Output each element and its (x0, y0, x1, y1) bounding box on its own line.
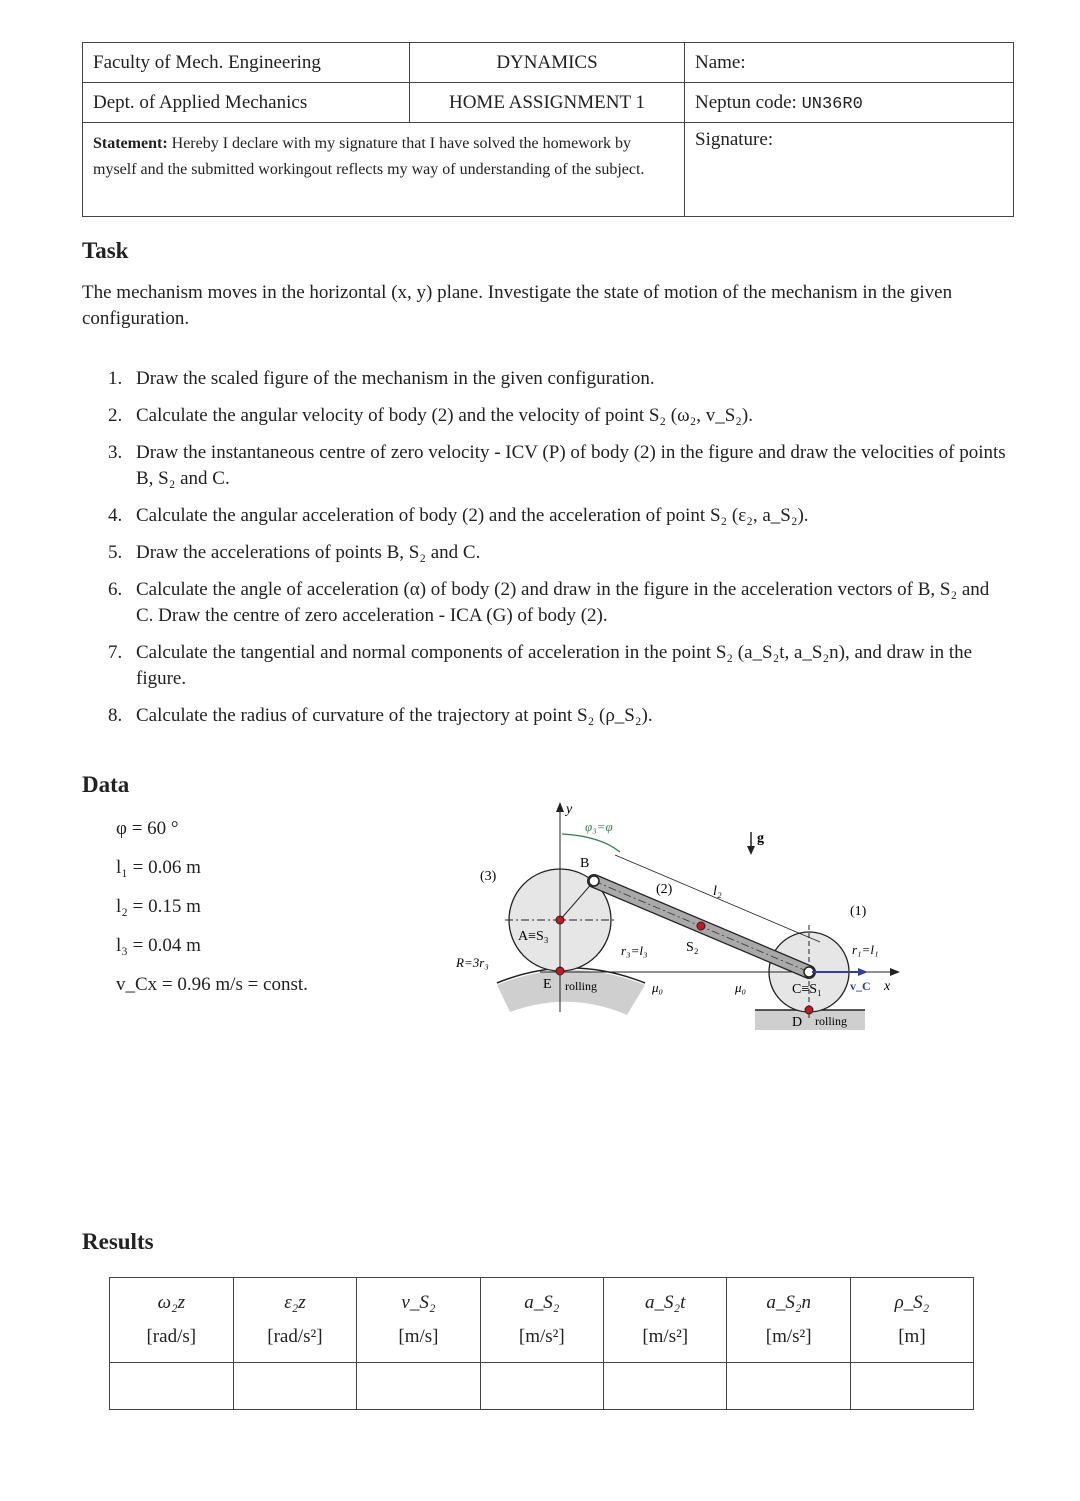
data-heading: Data (82, 772, 130, 797)
unit: [rad/s²] (267, 1326, 323, 1347)
unit: [rad/s] (146, 1326, 197, 1347)
col-header (604, 1278, 727, 1363)
data-l2: l₂ = 0.15 m (116, 896, 201, 917)
header-table (82, 42, 1014, 217)
symbol: ρ_S₂ (894, 1292, 930, 1313)
item-text: Draw the accelerations of points B, S₂ and C. (136, 542, 481, 563)
data-l1: l₁ = 0.06 m (116, 857, 201, 878)
col-header (850, 1278, 973, 1363)
course-title: DYNAMICS (410, 43, 685, 83)
item-number: 1. (108, 368, 123, 389)
x-axis-arrow (890, 968, 900, 976)
point-a (556, 916, 564, 924)
assignment-title: HOME ASSIGNMENT 1 (410, 83, 685, 123)
signature-label: Signature: (685, 123, 1014, 217)
mu-label: μ₀ (652, 980, 664, 995)
rolling-e-label: rolling (565, 979, 597, 993)
neptun-code: UN36R0 (801, 94, 863, 114)
item-text: Calculate the radius of curvature of the trajectory at point S₂ (ρ_S₂). (136, 705, 653, 726)
e-label: E (543, 977, 552, 992)
phi-label: φ₃=φ (585, 819, 613, 834)
symbol: a_S₂n (766, 1292, 811, 1313)
item-text: Calculate the angular velocity of body (2) and the velocity of point S₂ (ω₂, v_S₂). (136, 405, 754, 426)
joint-b (589, 876, 599, 886)
col-header (480, 1278, 603, 1363)
unit: [m/s] (398, 1326, 439, 1347)
symbol: a_S₂ (524, 1292, 560, 1313)
item-text: Calculate the angular acceleration of body (2) and the acceleration of point S₂ (ε₂, a_S₂). (136, 505, 809, 526)
c-label: C≡S₁ (792, 982, 822, 997)
y-axis-arrow (556, 802, 564, 812)
neptun-label: Neptun code: (695, 91, 797, 113)
item-text: Calculate the angle of acceleration (α) of body (2) and draw in the figure in the acceleration vectors of B, S₂ and C. Draw the centre of zero acceleration - ICA (G) of body (2). (136, 579, 990, 626)
symbol: a_S₂t (645, 1292, 686, 1313)
statement-label: Statement: (93, 135, 168, 152)
faculty: Faculty of Mech. Engineering (83, 43, 410, 83)
d-label: D (792, 1015, 803, 1030)
a-label: A≡S₃ (518, 929, 549, 944)
item-text: Calculate the tangential and normal components of acceleration in the point S₂ (a_S₂t, a_S₂n), and draw in the figure. (136, 642, 973, 689)
body1-label: (1) (850, 904, 867, 919)
mu-label-2: μ₀ (735, 980, 747, 995)
result-cell-omega[interactable] (110, 1363, 234, 1410)
data-l3: l₃ = 0.04 m (116, 935, 201, 956)
result-cell-as2t[interactable] (604, 1363, 727, 1410)
task-item (108, 640, 1008, 692)
result-cell-as2n[interactable] (727, 1363, 850, 1410)
task-item (108, 403, 1008, 429)
col-header (357, 1278, 480, 1363)
data-phi: φ = 60 ° (116, 818, 179, 839)
body2-label: (2) (656, 882, 673, 897)
r1-label: r₁=l₁ (852, 942, 879, 957)
item-number: 7. (108, 642, 123, 663)
task-item (108, 366, 1008, 392)
result-cell-rho[interactable] (850, 1363, 973, 1410)
task-item (108, 503, 1008, 529)
item-number: 4. (108, 505, 123, 526)
g-label: g (757, 831, 764, 846)
task-item (108, 577, 1008, 629)
neptun-cell (685, 83, 1014, 123)
col-header (727, 1278, 850, 1363)
vc-label: v_C (850, 979, 871, 993)
unit: [m/s²] (642, 1326, 689, 1347)
vc-arrowhead (858, 968, 868, 976)
r3-label: r₃=l₃ (621, 943, 648, 958)
x-label: x (884, 979, 891, 994)
symbol: v_S₂ (401, 1292, 436, 1313)
data-vcx: v_Cx = 0.96 m/s = const. (116, 974, 308, 995)
item-number: 6. (108, 579, 123, 600)
item-text: Draw the scaled figure of the mechanism in the given configuration. (136, 368, 655, 389)
result-cell-as2[interactable] (480, 1363, 603, 1410)
task-heading: Task (82, 238, 129, 263)
point-d (805, 1006, 813, 1014)
unit: [m/s²] (518, 1326, 565, 1347)
results-table (109, 1277, 974, 1410)
rolling-d-label: rolling (815, 1014, 847, 1028)
unit: [m] (898, 1326, 926, 1347)
item-number: 5. (108, 542, 123, 563)
task-item (108, 440, 1008, 492)
b-label: B (580, 856, 590, 871)
col-header (233, 1278, 357, 1363)
task-item (108, 540, 1008, 566)
task-list (108, 366, 1008, 740)
gravity-arrowhead (747, 846, 755, 855)
task-intro: The mechanism moves in the horizontal (x, y) plane. Investigate the state of motion of the mechanism in the given configuration. (82, 282, 953, 329)
point-e (556, 967, 564, 975)
point-s2 (697, 922, 705, 930)
task-item (108, 703, 1008, 729)
s2-label: S₂ (686, 940, 699, 955)
department: Dept. of Applied Mechanics (83, 83, 410, 123)
symbol: ε₂z (284, 1292, 306, 1313)
col-header (110, 1278, 234, 1363)
mechanism-figure (440, 795, 920, 1045)
item-number: 8. (108, 705, 123, 726)
phi-arc (562, 834, 620, 852)
item-number: 3. (108, 442, 123, 463)
body3-label: (3) (480, 869, 497, 884)
statement-text: Hereby I declare with my signature that I have solved the homework by myself and the submitted workingout reflects my way of understanding of the subject. (93, 135, 645, 178)
item-text: Draw the instantaneous centre of zero velocity - ICV (P) of body (2) in the figure and draw the velocities of points B, S₂ and C. (136, 442, 1006, 489)
name-label: Name: (685, 43, 1014, 83)
result-cell-epsilon[interactable] (233, 1363, 357, 1410)
y-label: y (566, 802, 573, 817)
statement (83, 123, 685, 217)
symbol: ω₂z (157, 1292, 185, 1313)
unit: [m/s²] (765, 1326, 812, 1347)
r-label: R=3r₃ (456, 955, 489, 970)
l2-label: l₂ (713, 884, 722, 899)
result-cell-vs2[interactable] (357, 1363, 480, 1410)
results-heading: Results (82, 1229, 154, 1254)
item-number: 2. (108, 405, 123, 426)
